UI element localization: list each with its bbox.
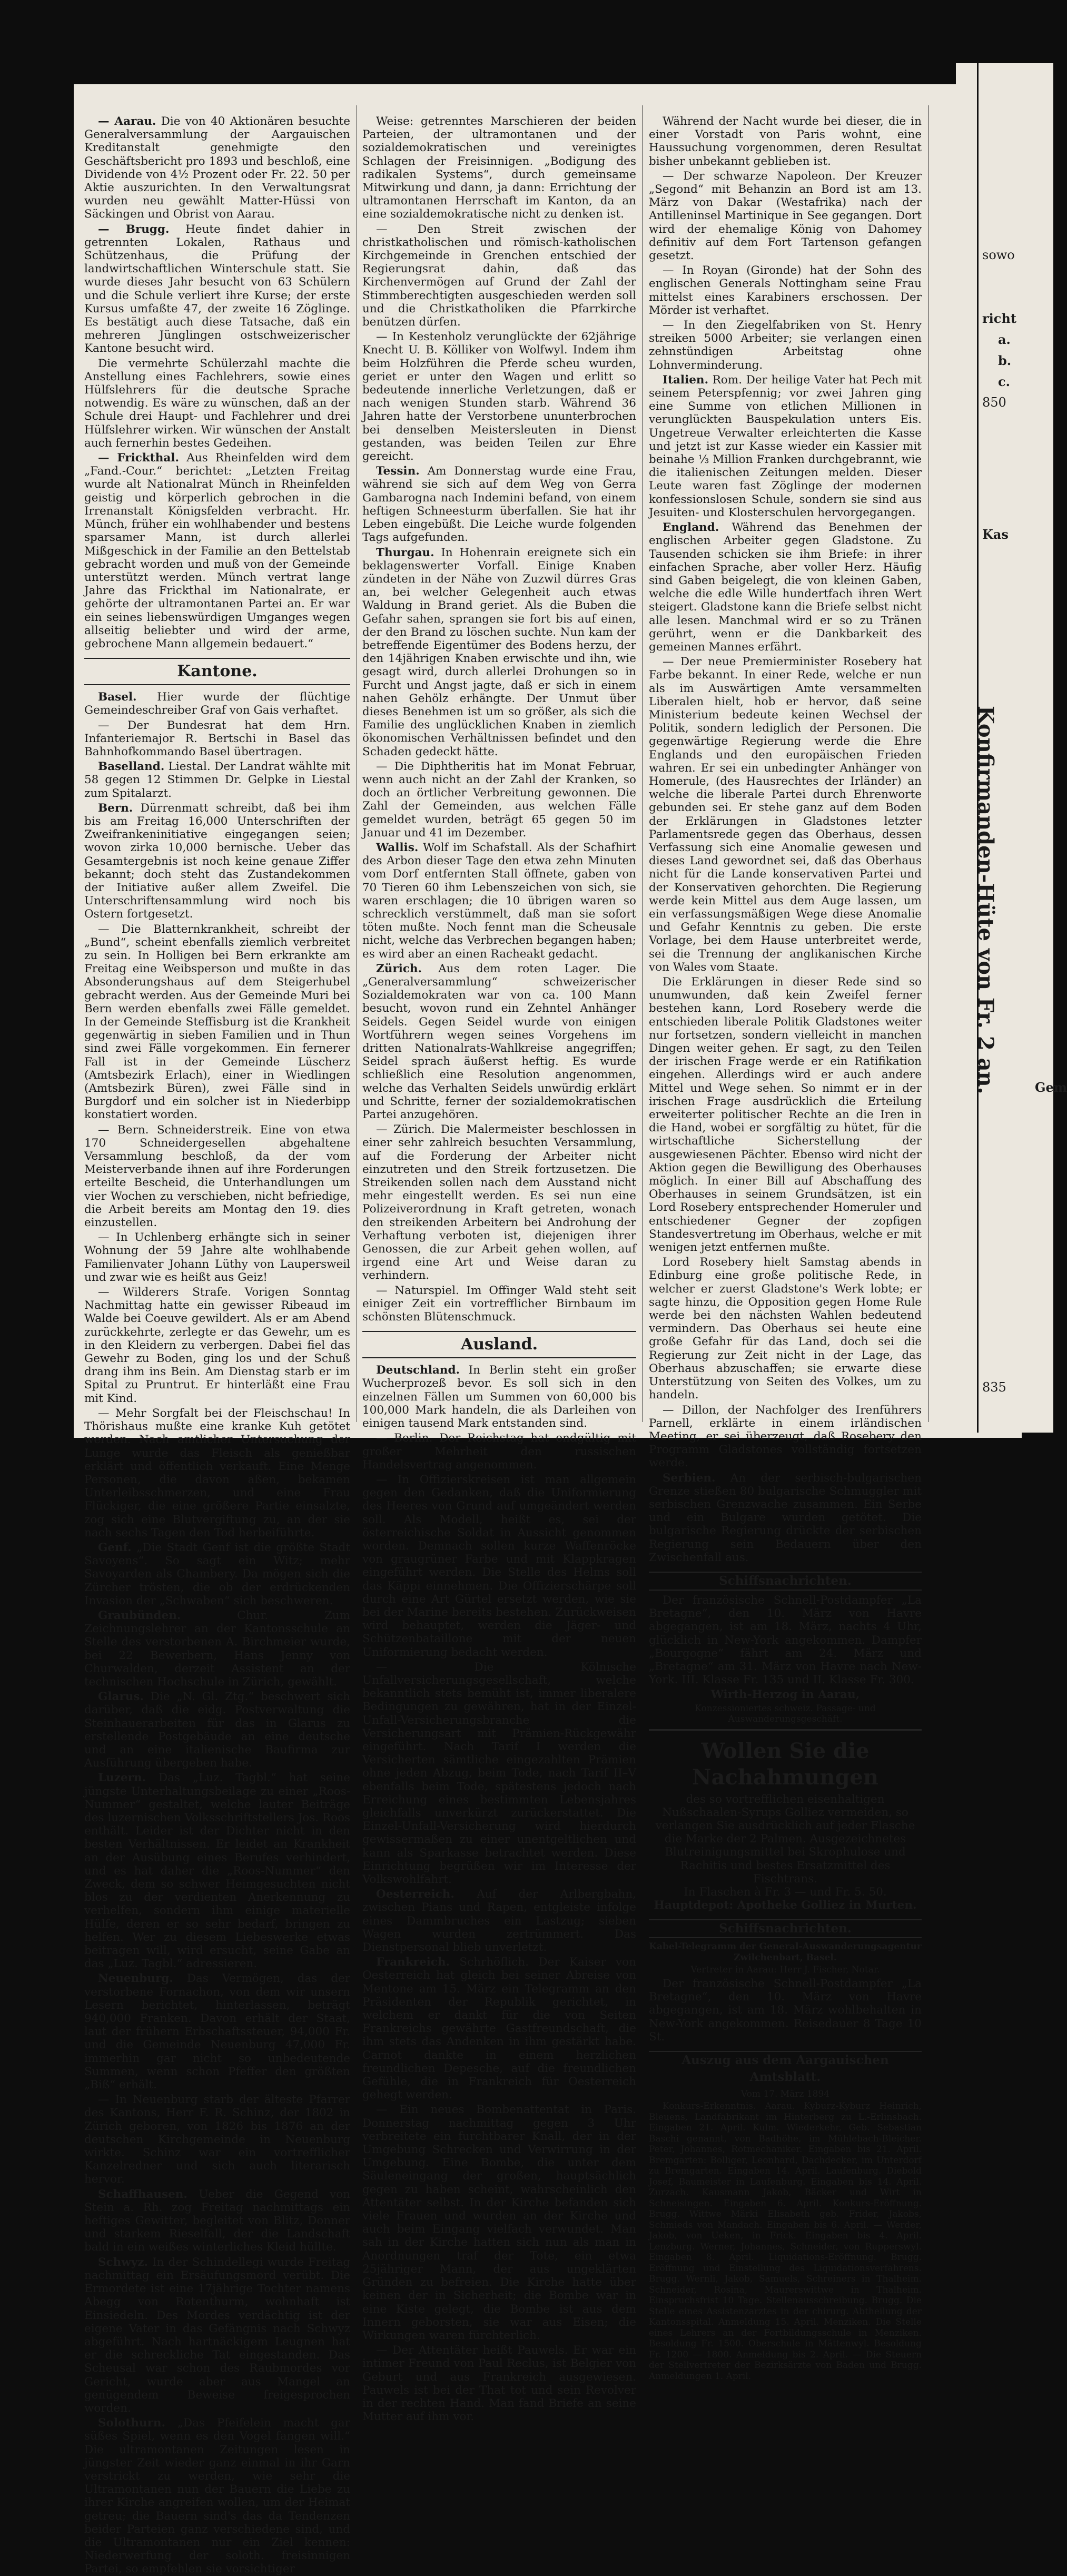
article-text: In der Schindellegi wurde Freitag nachmittag ein Ersäufungsmord verübt. Die Ermordete ist eine 17jährige Tochter namens Abegg von Rotenthurm, wohnhaft ist Einsiedeln. Des Mordes verdächtig ist der eigene Vater in das Gefängnis nach Schwyz abgeführt. Nach hartnäckigem Leugnen hat er die schreckliche Tat eingestanden. Das Scheusal war schon des Raubmordes vor Gericht, wurde aber aus Mangel an genügendem Beweise freigesprochen worden.	[84, 2255, 350, 2415]
article-paragraph	[649, 521, 922, 654]
article-paragraph	[649, 373, 922, 519]
article-text: — Naturspiel. Im Offinger Wald steht seit einiger Zeit ein vortrefflicher Birnbaum im schönsten Blütenschmuck.	[362, 1284, 636, 1324]
article-heading: Oesterreich.	[376, 1888, 455, 1901]
article-text: Chur. Zum Zeichnungslehrer an der Kantonsschule an Stelle des verstorbenen A. Birchmeier wurde, bei 22 Bewerbern, Hans Jenny von Churwalden, derzeit Assistent an der technischen Hochschule in Zürich, gewählt.	[84, 1608, 350, 1689]
article-text: Liestal. Der Landrat wählte mit 58 gegen 12 Stimmen Dr. Gelpke in Liestal zum Spitalarzt.	[84, 760, 350, 800]
article-paragraph	[84, 357, 350, 450]
article-paragraph	[84, 1690, 350, 1770]
article-text: — In Royan (Gironde) hat der Sohn des englischen Generals Nottingham seine Frau mittelst eines Karabiners erschossen. Der Mörder ist verhaftet.	[649, 264, 922, 317]
article-text: Die Erklärungen in dieser Rede sind so unumwunden, daß kein Zweifel ferner bestehen kann, Lord Rosebery werde die entschieden liberale Politik Gladstones weiter nur fortsetzen, sondern vielleicht in manchen Dingen weiter gehen. Er sagt, zu den Teilen der irischen Frage werde er ein Ratifikation eingehen. Allerdings wird er auch andere Mittel und Wege sehen. So nimmt er in der irischen Frage ausdrücklich die Erteilung erweiterter politischer Rechte an die Iren in die Hand, wobei er sorgfältig zu hütet, für die wirtschaftliche Sicherstellung der ausgewiesenen Pächter. Ebenso wird nicht der Aktion gegen die Bewilligung des Oberhauses möglich. In einer Bill auf Abschaffung des Oberhauses in seinem Grundsätzen, ist ein Lord Rosebery entsprechender Homeruler und entschiedener Gegner der zopfigen Standesvertretung im Oberhaus, welche er mit wenigen jetzt entfernen mußte.	[649, 975, 922, 1255]
article-paragraph	[84, 1286, 350, 1405]
article-paragraph	[84, 2093, 350, 2186]
article-text: — Wilderers Strafe. Vorigen Sonntag Nachmittag hatte ein gewisser Ribeaud im Walde bei Coeuve gewildert. Als er am Abend zurückkehrte, zerlegte er das Gewehr, um es in den Kleidern zu verbergen. Dabei fiel das Gewehr zu Boden, ging los und der Schuß drang ihm ins Bein. Am Dienstag starb er im Spital zu Pruntrut. Er hinterläßt eine Frau mit Kind.	[84, 1286, 350, 1405]
article-paragraph	[362, 2103, 636, 2342]
article-text: — Zürich. Die Malermeister beschlossen in einer sehr zahlreich besuchten Versammlung, auf die Forderung der Arbeiter nicht einzutreten und den Streik fortzusetzen. Die Streikenden sollen nach dem Ausstand nicht mehr eingestellt werden. Es sei nun eine Polizeiverordnung in Kraft getreten, wonach den streikenden Arbeitern bei Androhung der Verhaftung verboten ist, diejenigen ihrer Genossen, die zur Arbeit gehen wollen, auf irgend eine Art und Weise daran zu verhindern.	[362, 1123, 636, 1282]
article-paragraph	[362, 841, 636, 961]
article-text: — Mehr Sorgfalt bei der Fleischschau! In Thörishaus mußte eine kranke Kuh getötet werden. Nach amtlicher Untersuchung der Lunge wurde das Fleisch als genießbar erklärt und öffentlich verkauft. Eine Menge Personen, die davon aßen, bekamen Unterleibsschmerzen, und eine Frau Flückiger, die eine größere Partie einsalzte, zog sich eine Blutvergiftung zu, an der sie nach sechs Tagen den Tod herbeiführte.	[84, 1406, 350, 1539]
article-paragraph	[84, 802, 350, 921]
article-paragraph	[84, 2416, 350, 2575]
article-paragraph	[84, 2188, 350, 2254]
column-1	[84, 115, 351, 2576]
amtsblatt-title: Auszug aus dem Aargauischen Amtsblatt.	[649, 2051, 922, 2086]
article-text: In Hohenrain ereignete sich ein beklagenswerter Vorfall. Einige Knaben zündeten in der Nähe von Zuzwil dürres Gras an, bei welcher Gelegenheit auch etwas Waldung in Brand geriet. Als die Buben die Gefahr sahen, sprangen sie fort bis auf einen, der den Brand zu löschen suchte. Nun kam der betreffende Eigentümer des Bodens herzu, der den 14jährigen Knaben erwischte und ihn, wie gesagt wird, durch allerlei Drohungen so in Furcht und Angst jagte, daß er sich in einem nahen Gehölz erhängte. Der Unmut über dieses Benehmen ist um so größer, als sich die Familie des unglücklichen Knaben in ziemlich ökonomischen Verhältnissen befindet und den Schaden gedeckt hätte.	[362, 546, 636, 758]
article-paragraph	[362, 223, 636, 329]
article-text: Die vermehrte Schülerzahl machte die Anstellung eines Fachlehrers, sowie eines Hülfslehrers für die deutsche Sprache notwendig. Es wäre zu wünschen, daß an der Schule drei Haupt- und Fachlehrer und drei Hülfslehrer wirken. Wir wünschen der Anstalt auch fernerhin bestes Gedeihen.	[84, 357, 350, 450]
article-text: Lord Rosebery hielt Samstag abends in Edinburg eine große politische Rede, in welcher er zuerst Gladstone's Werk lobte; er sagte hinzu, die Opposition gegen Home Rule werde bei den nächsten Wahlen bedeutend vermindern. Das Oberhaus sei heute eine große Gefahr für das Land, doch sei die Regierung zur Zeit nicht in der Lage, das Oberhaus abzuschaffen; sie erwarte diese Unterstützung von Seiten des Volkes, um zu handeln.	[649, 1256, 922, 1402]
article-text: „Die Stadt Genf ist die größte Stadt Savoyens“. So sagt ein Witz; mehr Savoyarden als Chambery. Da mögen sich die Zürcher trösten, die ob der erdrückenden Invasion der „Schwaben“ sich beschweren.	[84, 1541, 350, 1607]
article-text: Heute findet dahier in getrennten Lokalen, Rathaus und Schützenhaus, die Prüfung der landwirtschaftlichen Winterschule statt. Sie wurde dieses Jahr besucht von 63 Schülern und die Schule verliert ihre Kurse; der erste Kursus umfaßte 47, der zweite 16 Zöglinge. Es bestätigt auch diese Tatsache, daß ein mehreren Jünglingen ostschweizerischer Kantone besucht wird.	[84, 222, 350, 356]
article-heading: Schaffhausen.	[98, 2187, 187, 2201]
article-paragraph	[649, 264, 922, 317]
article-heading: Serbien.	[663, 1471, 716, 1485]
shipping-news-title-1: Schiffsnachrichten.	[649, 1572, 922, 1591]
article-text: Ueber die Gegend von Stein a. Rh. zog Freitag nachmittags ein heftiges Gewitter, begleitet von Blitz, Donner und starkem Rieselfall, der die Landschaft bald in ein weißes winterliches Kleid hüllte.	[84, 2187, 350, 2254]
article-text: Das Vermögen, das der verstorbene Fornachon, von dem wir unsern Lesern berichtet, hinterlassen, beträgt 940,000 Franken. Davon erhält der Staat, laut der frühern Erbschaftssteuer, 94,000 Fr. und die Gemeinde Neuenburg 47,000 Fr. immerhin gar nicht so unbedeutende Summen, wenn schon Pfeffer den größten „Biß“ erhält.	[84, 1972, 350, 2092]
ad-line-3: Hauptdepot: Apotheke Golliez in Murten.	[654, 1899, 917, 1912]
article-paragraph	[84, 760, 350, 800]
article-paragraph	[362, 962, 636, 1121]
strip-fragment-9: 835	[982, 1380, 1006, 1395]
article-heading: Bern.	[98, 801, 133, 815]
article-text: — Die Blatternkrankheit, schreibt der „Bund“, scheint ebenfalls ziemlich verbreitet zu sein. In Holligen bei Bern erkrankte am Freitag eine Weibsperson und mußte in das Absonderungshaus auf dem Steigerhubel gebracht werden. Aus der Gemeinde Muri bei Bern werden ebenfalls zwei Fälle gemeldet. In der Gemeinde Steffisburg ist die Krankheit gegenwärtig in sieben Familien und in Thun sind zwei Fälle vorgekommen. Ein fernerer Fall ist in der Gemeinde Lüscherz (Amtsbezirk Erlach), einer in Wiedlingen (Amtsbezirk Büren), zwei Fälle sind in Burgdorf und ein solcher ist in Niederbipp konstatiert worden.	[84, 922, 350, 1122]
article-heading: Frankreich.	[376, 1956, 450, 1969]
shipping-news-text-1: Der französische Schnell-Postdampfer „La Bretagne“, den 10. März von Havre abgegangen, ist am 18. März, nachts 4 Uhr, glücklich in New-York angekommen. Dampfer „Bourgogne“ fährt am 24. März und „Bretagne“ am 31. März von Havre nach New-York. III. Klasse Fr. 135 und II. Klasse Fr. 300.	[649, 1593, 922, 1687]
article-paragraph	[84, 2256, 350, 2415]
article-paragraph	[84, 1407, 350, 1539]
article-text: — In Neuenburg starb der älteste Pfarrer des Kantons, Herr F. R. Schinz, der 1802 in Zürich geboren, von 1826 bis 1876 an der deutschen Kirchgemeinde in Neuenburg wirkte. Schinz war ein vortrefflicher Kanzelredner und sich auch literarisch hervor.	[84, 2093, 350, 2186]
article-text: Die „N. Gl. Ztg.“ beschwert sich darüber, daß die eidg. Postverwaltung die Steinhauerarbeiten für das in Glarus zu erstellende Postgebäude an eine deutsche und an eine italienische Baufirma zur Ausführung übergeben habe.	[84, 1690, 350, 1770]
article-paragraph	[649, 1472, 922, 1564]
article-paragraph	[84, 923, 350, 1122]
article-heading: Graubünden.	[98, 1608, 181, 1622]
article-heading: — Brugg.	[98, 222, 170, 236]
article-paragraph	[649, 1256, 922, 1401]
article-heading: Solothurn.	[98, 2416, 166, 2430]
article-paragraph	[362, 1956, 636, 2101]
article-paragraph	[84, 1231, 350, 1284]
article-text: Das „Luz. Tagbl.“ hat seine jüngste Unterhaltungsbeilage zu einer „Roos-Nummer“ gestaltet, welche lauter Beiträge des luzernischen Volksschriftstellers Jos. Roos enthält. Leider ist der Dichter nicht in den besten Verhältnissen. Er leidet an Krankheit an der Ausübung eines Berufes verhindert, und es hat daher die „Roos-Nummer“ den Zweck, dem so schwer Heimgesuchten nicht blos zu der verdienten Anerkennung zu verhelfen, sondern ihm einige materielle Hülfe, deren er so sehr bedarf, bringen zu helfen. Wer zu diesem Liebeswerke etwas beitragen will, wird ersucht, seine Gabe an das „Luz. Tagbl.“ adressieren.	[84, 1771, 351, 1971]
article-text: Schrhöflich. Der Kaiser von Oesterreich hat gleich bei seiner Abreise von Mentone am 15. März ein Telegramm an den Präsidenten der Republik gerichtet, in welchem er dankt für die von Seiten Frankreichs gewährte Gastfreundschaft, die ihm stets das Andenken in ihm gestärkt habe. Carnot dankte in einem herzlichen freundlichen Depesche, auf die freundlichen Gefühle, die in Frankreich für Oesterreich gehegt werden.	[362, 1956, 636, 2102]
article-text: — Der Attentäter heißt Pauwels. Er war ein intimer Freund von Paul Reclus, ist Belgier von Geburt und aus Frankreich ausgewiesen. Pauwels ist bei der That tot und sein Revolver in der rechten Hand. Man fand Briefe an seine Mutter auf ihm vor.	[362, 2344, 636, 2424]
article-text: Während das Benehmen der englischen Arbeiter gegen Gladstone. Zu Tausenden schicken sie ihm Briefe: in ihrer einfachen Sprache, aber voller Herz. Häufig sind Gaben beigelegt, die von kleinen Gaben, welche die edle Wille hundertfach ihren Wert steigert. Gladstone kann die Briefe selbst nicht alle lesen. Manchmal wird er so zu Tränen gerührt, wenn er die Dankbarkeit des gemeinen Mannes erfährt.	[649, 521, 922, 654]
shipping-news-title-2: Schiffsnachrichten.	[649, 1919, 922, 1938]
article-paragraph	[362, 1661, 636, 1886]
article-paragraph	[649, 1404, 922, 1470]
ad-line-1: des so vortrefflichen eisenhaltigen Nußschaalen-Syrups Golliez vermeiden, so verlangen Sie ausdrücklich auf jeder Flasche die Marke der 2 Palmen. Ausgezeichnetes Blutreinigungsmittel bei Skrophulose und Rachitis und bestes Ersatzmittel des Fischtrans.	[655, 1792, 915, 1886]
article-paragraph	[649, 319, 922, 372]
article-heading: Wallis.	[376, 841, 419, 854]
article-text: In Berlin steht ein großer Wucherprozeß bevor. Es soll sich in den einzelnen Fällen um Summen von 60,000 bis 100,000 Mark handeln, die als Darleihen von einigen tausend Mark entstanden sind.	[362, 1364, 636, 1430]
col3-top-articles	[649, 115, 922, 1564]
strip-fragment-6: 850	[982, 395, 1006, 410]
article-heading: Schwyz.	[98, 2255, 148, 2269]
article-paragraph	[84, 690, 350, 717]
article-paragraph	[362, 115, 636, 221]
article-text: — Berlin. Der Reichstag hat endgültig mit großer Mehrheit den russischen Handelsvertrag angenommen.	[362, 1432, 636, 1472]
article-text: — Bern. Schneiderstreik. Eine von etwa 170 Schneidergesellen abgehaltene Versammlung beschloß, da der vom Meisterverbande ihnen auf ihre Forderungen erteilte Bescheid, die Unterhandlungen um vier Wochen zu verschieben, nicht befriedige, die Arbeit bereits am Montag den 19. dies einzustellen.	[84, 1123, 350, 1230]
article-text: „Das Pfeifelein macht gar süßes Spiel, wenn es den Vogel fangen will.“ Die ultramontanen Zeitungen lesen in jüngster Zeit wieder ganz einmal in ihr Garn verstrickt zu werden, wie sehr die Ultramontanen nun der Bauern die Liebe zu ihrer Kirche angreifen wollen, um der Heimat getreu; die Bauern sind's das da Tendenzen beider Parteien ganz verschiedene sind, und die Ultramontanen nur ein Ziel kennen: Niederwerfung der soloth. freisinnigen Partei, so empfehlen sie vorsichtiger	[84, 2416, 350, 2576]
strip-fragment-7: Kas	[982, 527, 1009, 542]
ad-body	[649, 1793, 922, 1912]
article-heading: Baselland.	[98, 760, 165, 774]
article-paragraph	[649, 655, 922, 974]
article-text: — Dillon, der Nachfolger des Irenführers Parnell, erklärte in einem irländischen Meeting, er sei überzeugt, daß Rosebery den Programm Gladstones vollständig fortsetzen werde.	[649, 1403, 922, 1470]
ad-line-2: In Flaschen à Fr. 3 — und Fr. 5. 50.	[684, 1885, 887, 1899]
article-text: Die von 40 Aktionären besuchte Generalversammlung der Aargauischen Kreditanstalt genehmigte den Geschäftsbericht pro 1893 und beschloß, eine Dividende von 4½ Prozent oder Fr. 22. 50 per Aktie auszurichten. In den Verwaltungsrat wurden neu gewählt Matter-Hüssi von Säckingen und Obrist von Aarau.	[84, 115, 350, 221]
amtsblatt-date: Vom 17. März 1894	[740, 2088, 830, 2099]
ad-separator	[649, 1729, 922, 1731]
article-text: Aus Rheinfelden wird dem „Fand.-Cour.“ berichtet: „Letzten Freitag wurde alt Nationalrat Münch in Rheinfelden geistig und körperlich gebrochen in die Irrenanstalt Königsfelden verbracht. Hr. Münch, früher ein wohlhabender und bestens sparsamer Mann, ist durch allerlei Mißgeschick in der Familie an den Bettelstab gebracht worden und muß von der Gemeinde unterstützt werden. Münch vertrat lange Jahre das Frickthal im Nationalrate, er gehörte der ultramontanen Partei an. Er war ein seines liebenswürdigen Umganges wegen allseitig beliebter und wird der arme, gebrochene Mann allgemein bedauert.“	[84, 451, 350, 650]
article-text: Dürrenmatt schreibt, daß bei ihm bis am Freitag 16,000 Unterschriften der Zweifrankeninitiative eingegangen seien; wovon zirka 10,000 bernische. Ueber das Gesamtergebnis ist noch keine genaue Ziffer bekannt; doch steht das Zustandekommen der Initiative außer allem Zweifel. Die Unterschriftensammlung wird noch bis Ostern fortgesetzt.	[84, 801, 350, 921]
adjacent-page-strip	[956, 63, 1067, 1433]
article-text: — In Offizierskreisen ist man allgemein gegen den Gedanken, daß die Uniformierung des Heeres von Grund auf umgeändert werden soll. Als Modell, heißt es, sei der österreichische Soldat in Aussicht genommen worden. Demnach sollen kurze Waffenröcke von graugrüner Farbe und mit Klappkragen eingeführt werden. Die Stelle des Helms soll das Käppi einnehmen. Die Offizierschärpe soll durch eine Art Gürtel ersetzt werden, wie sie bei der Marine bereits bestehen. Zurückweisen wird behauptet, werden die Jäger- und Schützenbataillone mit der neuen Uniformierung bedacht werden.	[362, 1473, 636, 1659]
article-paragraph	[649, 975, 922, 1254]
article-text: Hier wurde der flüchtige Gemeindeschreiber Graf von Gais verhaftet.	[84, 690, 350, 717]
article-paragraph	[649, 115, 922, 168]
strip-fragment-2: richt	[982, 311, 1016, 326]
newspaper-page	[74, 84, 1022, 2576]
article-paragraph	[84, 115, 350, 221]
section-title-kantone: Kantone.	[84, 658, 350, 685]
vertical-ad-text: Konfirmanden-Hüte von Fr. 2 an.	[973, 706, 998, 1094]
article-heading: — Frickthal.	[98, 451, 179, 465]
section-title-ausland: Ausland.	[362, 1331, 636, 1358]
article-paragraph	[84, 223, 350, 356]
article-paragraph	[84, 451, 350, 650]
article-paragraph	[362, 1888, 636, 1954]
article-text: — Den Streit zwischen der christkatholischen und römisch-katholischen Kirchgemeinde in Grenchen entschied der Regierungsrat dahin, daß das Kirchenvermögen auf Grund der Zahl der Stimmberechtigten ausgeschieden werden soll und die Christkatholiken die Pfarrkirche benützen dürfen.	[362, 222, 636, 329]
strip-fragment-5: c.	[998, 374, 1010, 389]
article-text: Auf der Arlbergbahn, zwischen Pians und Rapen, entgleiste infolge eines Dammbruches ein Lastzug; sieben Wagen wurden zertrümmert. Das Dienstpersonal blieb unverletzt.	[362, 1888, 636, 1955]
article-paragraph	[649, 170, 922, 262]
article-heading: Luzern.	[98, 1771, 146, 1785]
article-heading: — Aarau.	[98, 115, 156, 128]
article-paragraph	[84, 1972, 350, 2091]
column-3	[649, 115, 922, 2382]
amtsblatt-text: Konkurs-Erkenntnis. Aarau. Kyburz-Kyburz Heinrich, Bleuens, Landfabrikant im Hinterberg zu L.-Erlinsbach. Eingaben 21. April. Kulm. Wiederkehr, Geb. Sebastian Baschi genannt, von Badhöhe, im Mühlebach-Bleicher. Peter, Johannes, Rotmechaniker. Eingaben bis 21. April. Bremgarten: Bolliger, Leonhard, Dachdecker, im Unterdorf zu Bremgarten. Eingaben 14. April. Laufenburg. Diebold Josef, Baumeister in Laufenburg. Eingaben bis 14. April. Zurzach. Kausmann Jakob, Bäcker und Wirt in Schneisingen. Eingaben 6. April. Konkurs-Eröffnung. Brugg. Wittwe Märki Elisabeth geb. Frider, Jakobs, Schmieds von Mandach. Eingaben bis 6. April. — Werder, Jakob, von Ueken, in Frick. Eingaben bis 4. April. Lenzburg. Werner, Johannes, Schneider, von Rupperswyl. Eingaben 8. April. Liquidations-Eröffnung. Brugg. Eröffnung und Einstellung des Liquidationsverfahrens. Brugg. Wernli, Jakob, Samuels, Schreiners in Thalheim. Schneider, Rosina, Maurerswittwe in Thalheim. Einspruchsfrist 10 Tage. Stellenausschreibung. Brugg. Die Stelle eines Assistenzarztes in der chirurg. Abtheilung der Kantonsspital. Anmeldung 15. April. Menziken. Die Stelle eines Lehrers an der Fortbildungsschule in Menziken. Besoldung Fr. 1500. Oberschule in Mättenwyl. Besoldung Fr. 1200 — 1800. Anmeldung bis 2. April. — Die Steuern der Stellvertreter der Bezirksärzte von Baden und Brugg. Anmeldungen 1. April.	[649, 2101, 922, 2382]
strip-fragment-3: a.	[998, 332, 1011, 347]
col1-top-articles	[84, 115, 350, 650]
article-text: — Die Diphtheritis hat im Monat Februar, wenn auch nicht an der Zahl der Kranken, so doch an örtlicher Verbreitung gewonnen. Die Zahl der Gemeinden, aus welchen Fälle gemeldet wurden, beträgt 65 gegen 50 im Januar und 41 im Dezember.	[362, 759, 636, 840]
article-paragraph	[362, 2344, 636, 2423]
article-paragraph	[362, 1123, 636, 1282]
article-paragraph	[362, 1284, 636, 1324]
article-text: Während der Nacht wurde bei dieser, die in einer Vorstadt von Paris wohnt, eine Haussuchung vorgenommen, deren Resultat bisher unbekannt geblieben ist.	[649, 115, 922, 168]
col2-bottom-articles	[362, 1364, 636, 2423]
article-text: — Der Bundesrat hat dem Hrn. Infanteriemajor R. Bertschi in Basel das Bahnhofkommando Basel übertragen.	[84, 718, 350, 758]
article-heading: England.	[663, 521, 719, 535]
article-text: Am Donnerstag wurde eine Frau, während sie sich auf dem Weg von Gerra Gambarogna nach Indemini befand, von einem heftigen Schneesturm überfallen. Sie hat ihr Leben eingebüßt. Die Leiche wurde folgenden Tags aufgefunden.	[362, 465, 636, 545]
article-paragraph	[362, 1432, 636, 1472]
article-text: — Der neue Premierminister Rosebery hat Farbe bekannt. In einer Rede, welche er nun als im Auswärtigen Amte versammelten Liberalen hielt, hob er hervor, daß seine Ministerium bedeute keinen Wechsel der Politik, sondern lediglich der Personen. Die gegenwärtige Regierung werde die Ehre Englands und den europäischen Frieden wahren. Er sei ein unbedingter Anhänger von Homerule, (des Hausrechtes der Irländer) an welche die liberale Partei durch Ehrenworte gebunden sei. Er stehe ganz auf dem Boden der Erklärungen in Gladstones letzter Parlamentsrede gegen das Oberhaus, dessen Verfassung sich eine Anomalie gewesen und dieses Land gewordnet sei, daß das Oberhaus nicht für die Lande konservativen Partei und der Konservativen gehorchten. Die Regierung werde kein Mittel aus dem Auge lassen, um ein verfassungsmäßigen Wege diese Anomalie und Gefahr Kenntnis zu geben. Die erste Vorlage, bei dem Hause unterbreitet werde, sei die Trennung der anglikanischen Kirche von Wales vom Staate.	[649, 655, 922, 974]
article-paragraph	[362, 760, 636, 840]
ad-headline: Wollen Sie die Nachahmungen	[692, 1738, 878, 1790]
article-text: — In Uchlenberg erhängte sich in seiner Wohnung der 59 Jahre alte wohlhabende Familienvater Johann Lüthy von Laupersweil und zwar wie es heißt aus Geiz!	[84, 1231, 350, 1284]
strip-fragment-4: b.	[998, 353, 1012, 368]
article-paragraph	[84, 1609, 350, 1689]
article-paragraph	[84, 719, 350, 759]
article-heading: Deutschland.	[376, 1364, 460, 1377]
article-paragraph	[84, 1541, 350, 1607]
shipping-news-text-2: Der französische Schnell-Postdampfer „La Bretagne“, den 10. März von Havre abgegangen, ist am 18. März wohlbehalten in New-York angekommen. Reisedauer 8 Tage 10 St.	[649, 1977, 922, 2044]
article-heading: Genf.	[98, 1541, 132, 1554]
shipping-agent-desc: Konzessioniertes schweiz. Passage- und Auswanderungsgeschäft.	[695, 1703, 876, 1725]
article-text: — Der schwarze Napoleon. Der Kreuzer „Segond“ mit Behanzin an Bord ist am 13. März von Dakar (Westafrika) nach der Antilleninsel Martinique in See gegangen. Dort wird der ehemalige König von Dahomey definitiv auf dem Fort Tartenson gefangen gesetzt.	[649, 169, 922, 263]
col1-bottom-articles	[84, 690, 350, 2575]
article-paragraph	[362, 546, 636, 758]
article-text: Weise: getrenntes Marschieren der beiden Parteien, der ultramontanen und der sozialdemokratischen und vereinigtes Schlagen der Freisinnigen. „Bodigung des radikalen Systems“, durch gemeinsame Mitwirkung und dann, ja dann: Errichtung der ultramontanen Herrschaft im Kanton, da an eine sozialdemokratische nicht zu denken ist.	[362, 115, 636, 221]
article-text: — In Kestenholz verunglückte der 62jährige Knecht U. B. Kölliker von Wolfwyl. Indem ihm beim Holzführen die Pferde scheu wurden, geriet er unter den Wagen und erlitt so bedeutende innerliche Verletzungen, daß er nach wenigen Stunden starb. Während 36 Jahren hatte der Verstorbene ununterbrochen bei denselben Meistersleuten in Dienst gestanden, was beiden Teilen zur Ehre gereicht.	[362, 330, 636, 463]
strip-fragment-1: sowo	[982, 248, 1015, 262]
shipping-agency: Kabel-Telegramm der General-Auswanderungsagentur Zwilchenbart, Basel.	[649, 1941, 922, 1963]
article-text: Aus dem roten Lager. Die „Generalversammlung“ schweizerischer Sozialdemokraten war von ca. 100 Mann besucht, wovon rund ein Zehntel Anhänger Seidels. Gegen Seidel wurde von einigen Wortführern wegen seines Vorgehens im dritten Nationalrats-Wahlkreise angegriffen; Seidel sprach äußerst heftig. Es wurde schließlich eine Resolution angenommen, welche das Verhalten Seidels unwürdig erklärt und Schritte, ferner der sozialdemokratischen Partei anzugehören.	[362, 962, 636, 1122]
article-paragraph	[362, 465, 636, 544]
article-paragraph	[362, 1364, 636, 1430]
article-heading: Zürich.	[376, 962, 422, 975]
article-text: An der serbisch-bulgarischen Grenze stießen 80 bulgarische Schmuggler mit serbischen Grenzwache zusammen. Ein Serbe und ein Bulgare wurden getötet. Die bulgarische Regierung drückte der serbischen Regierung sein Bedauern über den Zwischenfall aus.	[649, 1471, 922, 1564]
shipping-agent-name: Wirth-Herzog in Aarau,	[710, 1688, 860, 1702]
article-text: Rom. Der heilige Vater hat Pech mit seinem Peterspfennig; vor zwei Jahren ging eine Summe von etlichen Millionen in verunglückten Bauspekulation unters Eis. Ungetreue Verwalter erleichterten die Kasse und jetzt ist zur Kasse wieder ein Kassier mit beinahe ⅓ Million Franken durchgebrannt, wie die italienischen Zeitungen melden. Dieser Leute waren fast Zöglinge der modernen konfessionslosen Schule, sondern sie sind aus Jesuiten- und Klosterschulen hervorgegangen.	[649, 373, 922, 519]
article-heading: Thurgau.	[376, 546, 434, 559]
article-heading: Glarus.	[98, 1690, 144, 1704]
article-heading: Neuenburg.	[98, 1972, 173, 1986]
strip-fragment-8: Gem	[1035, 1080, 1067, 1095]
article-heading: Italien.	[663, 373, 709, 387]
article-text: — Die Kölnische Unfallversicherungsgesellschaft, welche bekanntlich stets bemüht ist, immer liberalere Bedingungen zu gewähren, hat in der Einzel-Unfall-Versicherungsbranche die Versicherungsart mit Prämien-Rückgewähr eingeführt. Nach Tarif I werden die Versicherten sämtliche eingezahlten Prämien ohne jeden Abzug, beim Tode, nach Tarif II–V ebenfalls beim Tode, spätestens jedoch nach Erreichung eines bestimmten Lebensjahres gleichfalls unverkürzt zurückerstattet. Die Einzel-Unfall-Versicherung wird hierdurch gewissermaßen zu einer unentgeltlichen und kann als Sparkasse betrachtet werden. Diese Einrichtung begrüßen wir im Interesse der Volkswohlfahrt.	[362, 1660, 636, 1886]
article-paragraph	[84, 1123, 350, 1230]
article-paragraph	[362, 330, 636, 463]
shipping-representative: Vertreter in Aarau: Herr J. Fischer, Notar.	[690, 1965, 880, 1976]
article-text: — Ein neues Bombenattentat in Paris. Donnerstag nachmittag gegen 3 Uhr verbreitete ein furchtbarer Knall, der in der Umgebung Schrecken und Verwirrung in der Umgebung. Eine Bombe, die unter dem Säuleneingang der großen, hauptsächlich gegen zu haben scheint, wahrscheinlich den Attentäter selbst. In der Kirche befanden sich viele Frauen und wurden an der Kirche und auch beim Eingang vielfach verwundet. Man sah in der Kirche hatten sich nun als man in Anordnungen traf der Tote, ein etwa 25jähriger Mann, der aus ungeklärten Gründen zu befreien. Die Kirche hatte über keinen der in Sicherheit; die Bombe war in eine Kiste gelegt, die Bombe ist aus dem Innern geborsten, sie war aus Eisen; die Wirkungen waren fürchterlich.	[362, 2103, 636, 2342]
col2-top-articles	[362, 115, 636, 1324]
article-paragraph	[362, 1473, 636, 1659]
article-heading: Tessin.	[376, 465, 420, 478]
article-heading: Basel.	[98, 690, 137, 704]
article-text: — In den Ziegelfabriken von St. Henry streiken 5000 Arbeiter; sie verlangen einen zehnstündigen Arbeitstag ohne Lohnverminderung.	[649, 319, 922, 372]
article-text: Wolf im Schafstall. Als der Schafhirt des Arbon dieser Tage den etwa zehn Minuten vom Dorf entfernten Stall öffnete, gaben von 70 Tieren 60 ihm Lebenszeichen von sich, sie waren erschlagen; die 10 übrigen waren so schrecklich verstümmelt, daß man sie sofort töten mußte. Noch fennt man die Scheusale nicht, welche das Verbrechen begangen haben; es wird aber an einen Racheakt gedacht.	[362, 841, 636, 961]
article-paragraph	[84, 1771, 350, 1970]
column-2	[362, 115, 636, 2424]
